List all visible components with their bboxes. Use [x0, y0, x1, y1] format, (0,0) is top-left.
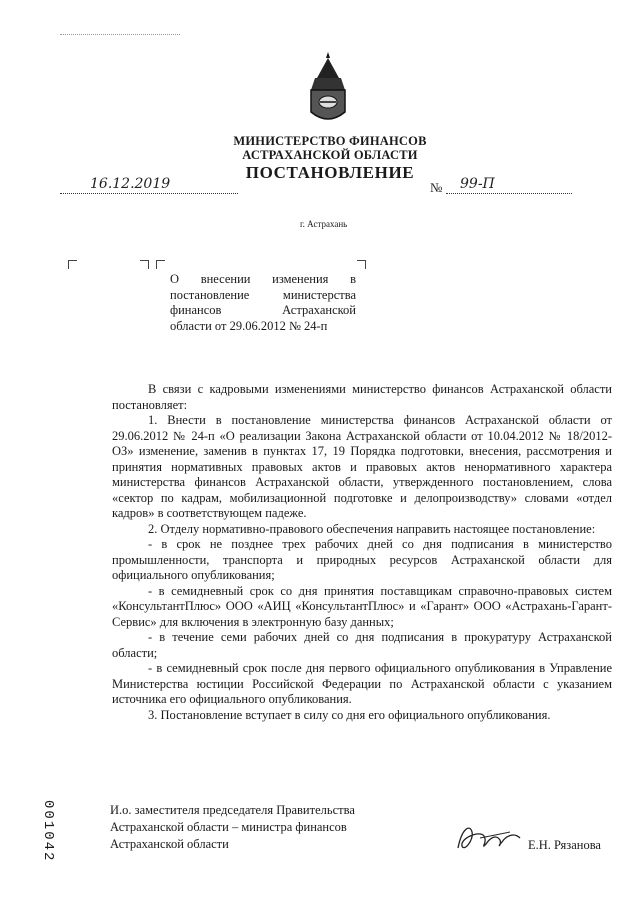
item-3: 3. Постановление вступает в силу со дня его официального опубликования.	[148, 707, 551, 722]
corner-mark	[156, 260, 165, 269]
city: г. Астрахань	[300, 219, 348, 229]
item-2b: - в семидневный срок со дня принятия поставщикам справочно-правовых систем «КонсультантПлюс» ООО «АИЦ «КонсультантПлюс» и «Гарант» ООО «Астрахань-Гарант-Сервис» для включения в электронную базу данных;	[112, 583, 612, 629]
item-2: 2. Отделу нормативно-правового обеспечения направить настоящее постановление:	[148, 521, 596, 536]
signatory-line: Астраханской области – министра финансов	[110, 820, 347, 834]
document-date: 16.12.2019	[90, 176, 171, 192]
signatory-name: Е.Н. Рязанова	[528, 838, 601, 852]
date-line	[60, 193, 238, 194]
registration-stamp	[36, 800, 58, 900]
item-2d: - в семидневный срок после дня первого официального опубликования в Управление Министерства юстиции Российской Федерации по Астраханской области с указанием источника его официального опубликования.	[112, 661, 612, 706]
number-line	[446, 193, 572, 194]
corner-mark	[357, 260, 366, 269]
scan-artifact	[60, 34, 180, 35]
document-type: ПОСТАНОВЛЕНИЕ	[245, 163, 415, 182]
signatory-title	[110, 802, 410, 853]
document-subject	[170, 272, 356, 334]
stamp-serial: 001042	[40, 800, 56, 863]
subject-line: постановление министерства	[170, 287, 356, 302]
signatory-line: Астраханской области	[110, 837, 229, 851]
subject-line: области от 29.06.2012 № 24-п	[170, 318, 328, 333]
item-2a: - в срок не позднее трех рабочих дней со дня подписания в министерство промышленности, транспорта и природных ресурсов Астраханской области для официального опубликования;	[112, 537, 612, 582]
subject-line: О внесении изменения в	[170, 272, 356, 286]
preamble: В связи с кадровыми изменениями министерство финансов Астраханской области постановляет:	[112, 382, 612, 412]
signatory-line: И.о. заместителя председателя Правительства	[110, 803, 355, 817]
ministry-name-line2: АСТРАХАНСКОЙ ОБЛАСТИ	[242, 148, 418, 162]
item-2c: - в течение семи рабочих дней со дня подписания в прокуратуру Астраханской области;	[112, 630, 612, 660]
number-label: №	[430, 180, 443, 195]
corner-mark	[68, 260, 77, 269]
document-body	[112, 382, 612, 723]
item-1: 1. Внести в постановление министерства финансов Астраханской области от 29.06.2012 № 24-п «О реализации Закона Астраханской области от 10.04.2012 № 18/2012-ОЗ» изменение, заменив в пунктах 17, 19 Порядка подготовки, внесения, рассмотрения и принятия нормативных правовых актов и правовых актов ненормативного характера министерства финансов Астраханской области, утвержденного постановлением, слова «сектор по кадрам, мобилизационной подготовке и делопроизводству» словами «отдел кадров» в соответствующем падеже.	[112, 413, 612, 520]
coat-of-arms-icon	[303, 50, 353, 130]
ministry-name-line1: МИНИСТЕРСТВО ФИНАНСОВ	[233, 134, 427, 148]
subject-line: финансов Астраханской	[170, 303, 356, 317]
corner-mark	[140, 260, 149, 269]
handwritten-signature	[450, 818, 530, 858]
document-number: 99-П	[460, 176, 495, 192]
